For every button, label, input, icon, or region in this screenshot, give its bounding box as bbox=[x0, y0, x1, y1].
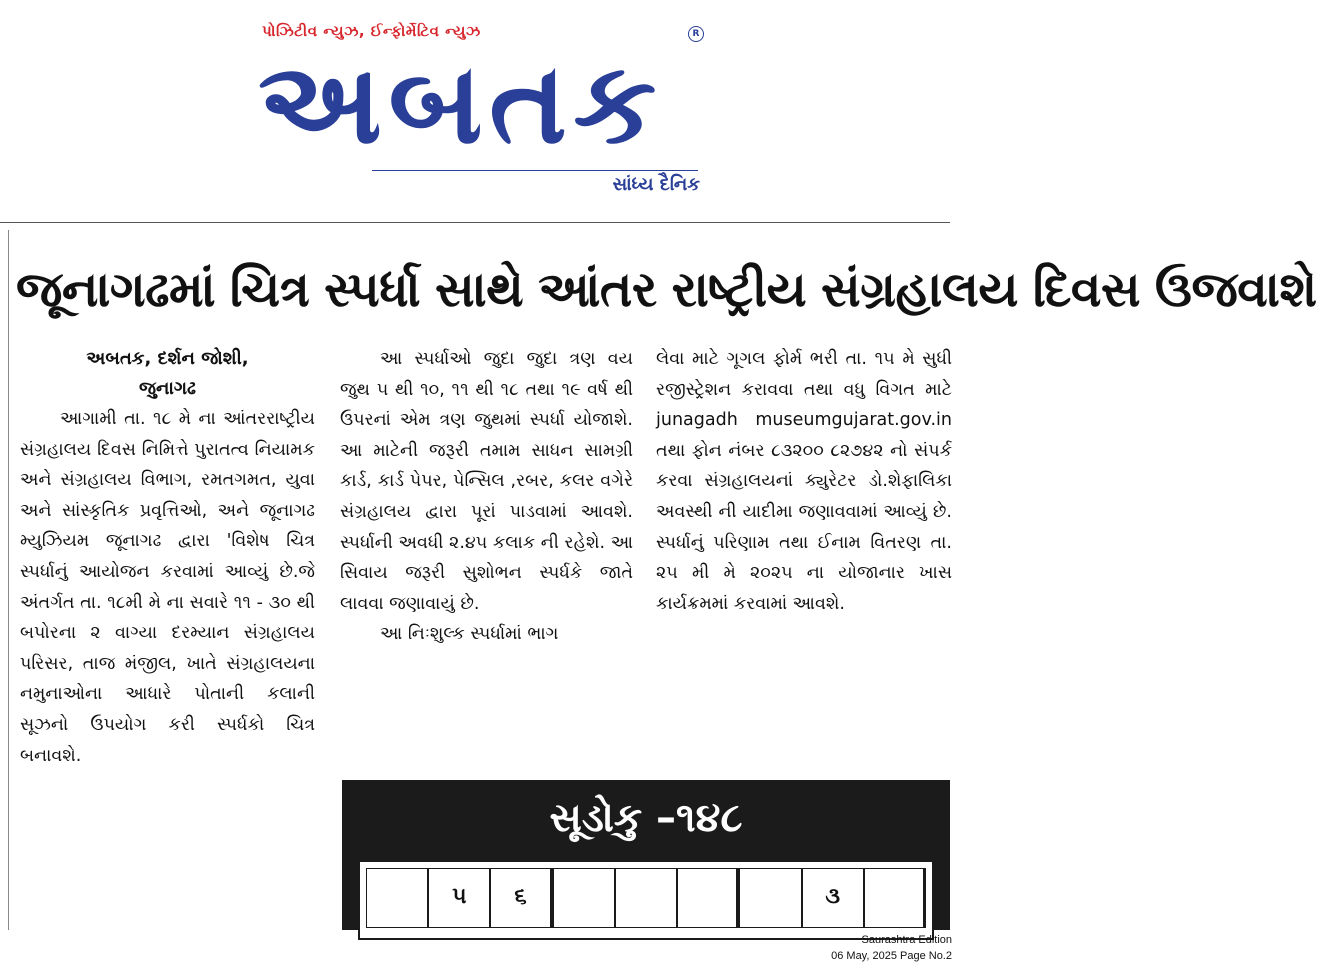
article-column-2 bbox=[340, 344, 633, 650]
sudoku-cell bbox=[864, 868, 926, 928]
newspaper-logo: અબતક bbox=[258, 39, 663, 169]
sudoku-cell: ૩ bbox=[802, 868, 864, 928]
article-paragraph: આ નિઃશુલ્ક સ્પર્ધામાં ભાગ bbox=[380, 624, 559, 645]
divider bbox=[0, 222, 950, 223]
byline-location: જુનાગઢ bbox=[139, 378, 196, 399]
article-column-3 bbox=[656, 344, 952, 619]
sudoku-cell: ૬ bbox=[490, 868, 552, 928]
article-column-1 bbox=[20, 344, 315, 771]
sudoku-cell bbox=[677, 868, 739, 928]
sudoku-cell bbox=[739, 868, 801, 928]
sudoku-cell bbox=[615, 868, 677, 928]
masthead bbox=[0, 0, 962, 222]
page-footer bbox=[831, 932, 952, 964]
sudoku-cell: ૫ bbox=[428, 868, 490, 928]
date-page-label: 06 May, 2025 Page No.2 bbox=[831, 950, 952, 962]
sudoku-panel bbox=[342, 780, 950, 930]
sudoku-grid bbox=[358, 860, 934, 940]
page-edge-rule bbox=[8, 230, 9, 930]
subtitle-rule bbox=[372, 170, 698, 171]
article-paragraph: આગામી તા. ૧૮ મે ના આંતરરાષ્ટ્રીય સંગ્રહાલય દિવસ નિમિત્તે પુરાતત્વ નિયામક અને સંગ્રહાલય વિભાગ, રમતગમત, યુવા અને સાંસ્કૃતિક પ્રવૃત્તિઓ, અને જૂનાગઢ મ્યુઝિયમ જૂનાગઢ દ્વારા 'વિશેષ ચિત્ર સ્પર્ધાનું આયોજન કરવામાં આવ્યું છે.જે અંતર્ગત તા. ૧૮મી મે ના સવારે ૧૧ - ૩૦ થી બપોરના ૨ વાગ્યા દરમ્યાન સંગ્રહાલય પરિસર, તાજ મંજીલ, ખાતે સંગ્રહાલયના નમુનાઓના આધારે પોતાની કલાની સૂઝનો ઉપયોગ કરી સ્પર્ધકો ચિત્ર બનાવશે. bbox=[20, 409, 315, 766]
sudoku-cell bbox=[553, 868, 615, 928]
sudoku-cell bbox=[366, 868, 428, 928]
masthead-subtitle: સાંધ્ય દૈનિક bbox=[612, 174, 700, 195]
edition-label: Saurashtra Edition bbox=[861, 934, 952, 946]
article-paragraph: આ સ્પર્ધાઓ જુદા જુદા ત્રણ વય જુથ ૫ થી ૧૦, ૧૧ થી ૧૮ તથા ૧૯ વર્ષ થી ઉપરનાં એમ ત્રણ જુથમાં સ્પર્ધા યોજાશે. આ માટેની જરૂરી તમામ સાધન સામગ્રી કાર્ડ, કાર્ડ પેપર, પેન્સિલ ,રબર, કલર વગેરે સંગ્રહાલય દ્વારા પૂરાં પાડવામાં આવશે. સ્પર્ધાની અવધી ૨.૪૫ કલાક ની રહેશે. આ સિવાય જરૂરી સુશોભન સ્પર્ધકે જાતે લાવવા જણાવાયું છે. bbox=[340, 349, 633, 614]
sudoku-title: સૂડોકુ –૧૪૮ bbox=[549, 795, 743, 841]
masthead-tagline: પોઝિટીવ ન્યુઝ, ઈન્ફોર્મેટિવ ન્યુઝ bbox=[262, 22, 481, 40]
byline-author: અબતક, દર્શન જોશી, bbox=[86, 348, 249, 369]
article-paragraph: લેવા માટે ગૂગલ ફોર્મ ભરી તા. ૧૫ મે સુધી રજીસ્ટ્રેશન કરાવવા તથા વધુ વિગત માટે junagadh museumgujarat.gov.in તથા ફોન નંબર ૮૩૨૦૦ ૮૨૭૪૨ નો સંપર્ક કરવા સંગ્રહાલયનાં ક્યુરેટર ડો.શેફાલિકા અવસ્થી ની યાદીમા જણાવવામાં આવ્યું છે. સ્પર્ધાનું પરિણામ તથા ઈનામ વિતરણ તા. ૨૫ મી મે ૨૦૨૫ ના યોજાનાર ખાસ કાર્યક્રમમાં કરવામાં આવશે. bbox=[656, 349, 952, 614]
registered-mark-icon: R bbox=[688, 26, 704, 42]
article-headline: જૂનાગઢમાં ચિત્ર સ્પર્ધા સાથે આંતર રાષ્ટ્રીય સંગ્રહાલય દિવસ ઉજવાશે bbox=[16, 261, 1317, 318]
